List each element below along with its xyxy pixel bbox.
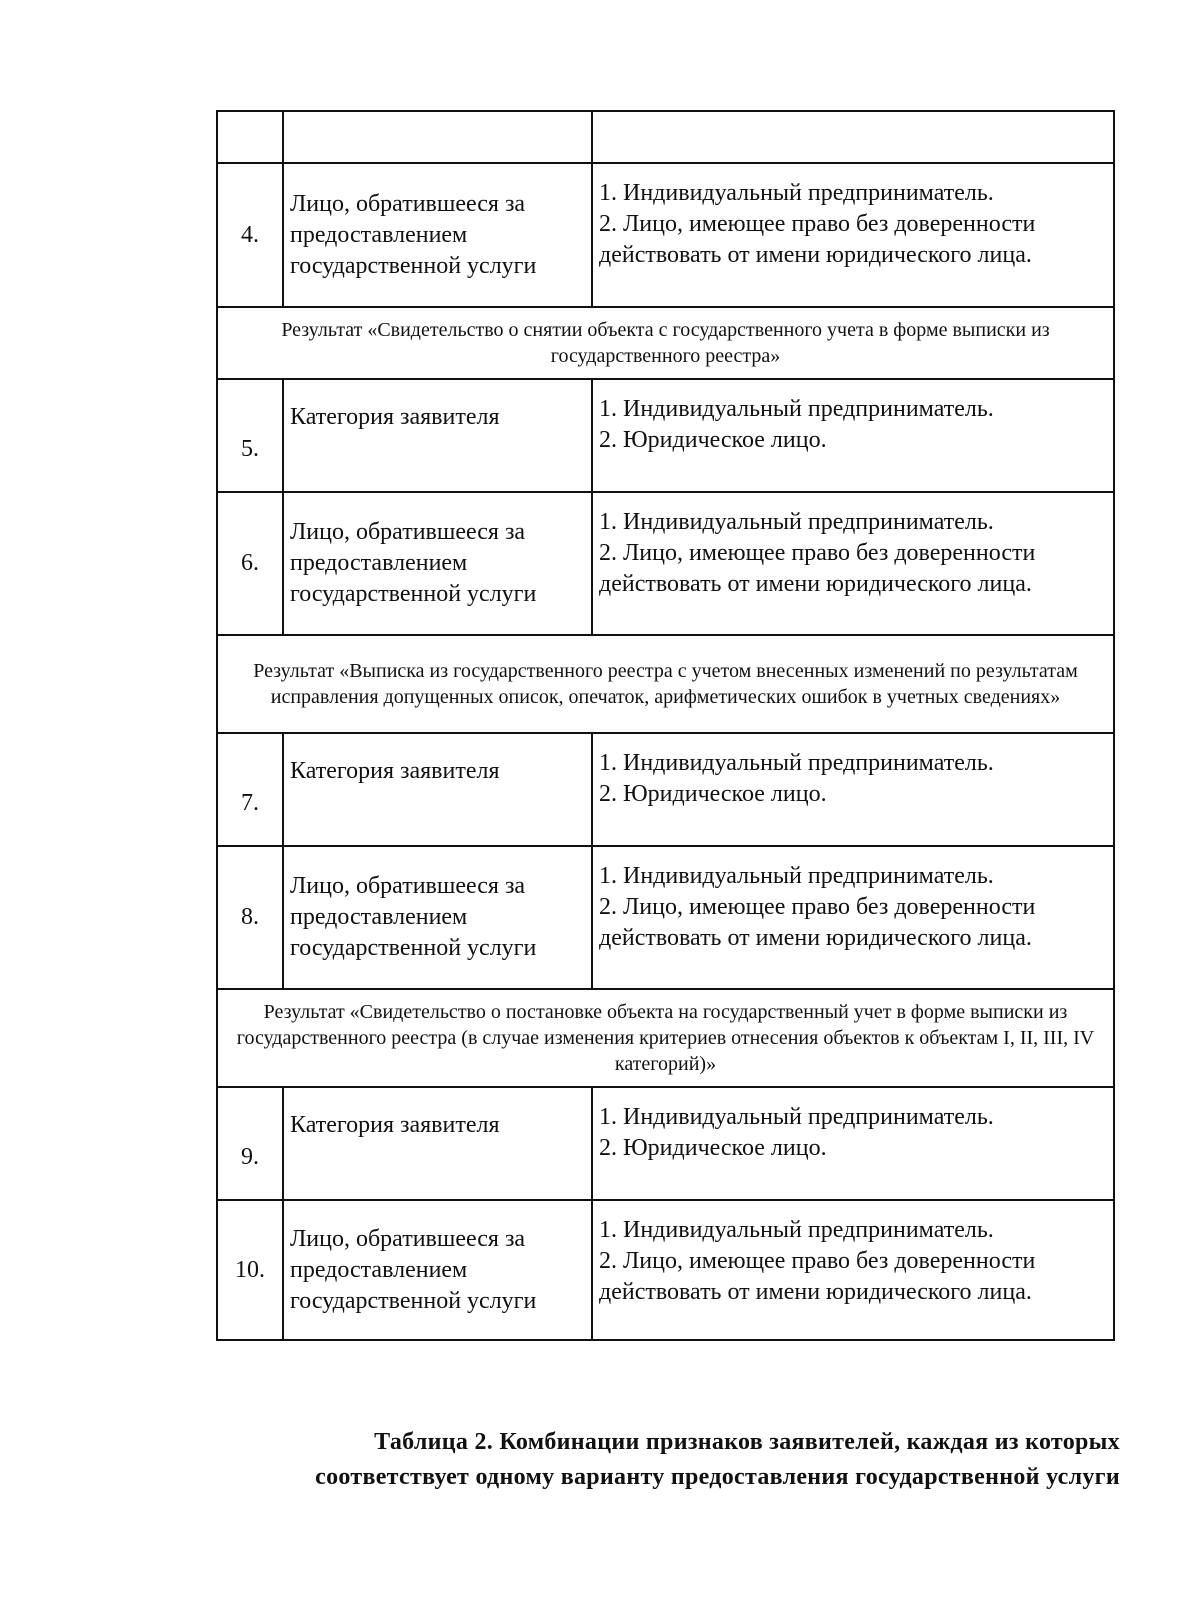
- row-number-text: 9.: [241, 1144, 259, 1170]
- value-line: 1. Индивидуальный предприниматель.: [599, 1104, 994, 1130]
- row-values: [592, 733, 1114, 846]
- table-row: [217, 492, 1114, 635]
- value-line: 1. Индивидуальный предприниматель.: [599, 750, 994, 776]
- empty-cell: [592, 111, 1114, 163]
- row-label: Лицо, обратившееся за предоставлением государственной услуги: [283, 1200, 592, 1340]
- value-line: 2. Юридическое лицо.: [599, 427, 827, 453]
- value-line: 2. Юридическое лицо.: [599, 781, 827, 807]
- row-number-text: 5.: [241, 436, 259, 462]
- table-row: [217, 163, 1114, 307]
- result-row: [217, 307, 1114, 379]
- row-number: 6.: [217, 492, 283, 635]
- result-row: [217, 635, 1114, 733]
- empty-cell: [217, 111, 283, 163]
- table-row-empty: [217, 111, 1114, 163]
- row-number-text: 7.: [241, 790, 259, 816]
- value-line: 1. Индивидуальный предприниматель.: [599, 863, 994, 889]
- caption-line: соответствует одному варианту предоставления государственной услуги: [315, 1464, 1120, 1490]
- table-caption: [220, 1425, 1120, 1495]
- table-row: [217, 1087, 1114, 1200]
- row-label: Лицо, обратившееся за предоставлением государственной услуги: [283, 492, 592, 635]
- result-heading: Результат «Свидетельство о постановке объекта на государственный учет в форме выписки из государственного реестра (в случае изменения критериев отнесения объектов к объектам I, II, III, IV категорий)»: [217, 989, 1114, 1087]
- row-label: Лицо, обратившееся за предоставлением государственной услуги: [283, 846, 592, 989]
- applicant-table: [216, 110, 1115, 1341]
- row-values: [592, 492, 1114, 635]
- empty-cell: [283, 111, 592, 163]
- row-number: [217, 379, 283, 492]
- table-row: [217, 846, 1114, 989]
- row-label: Категория заявителя: [283, 733, 592, 846]
- table-row: [217, 1200, 1114, 1340]
- result-heading: Результат «Свидетельство о снятии объекта с государственного учета в форме выписки из государственного реестра»: [217, 307, 1114, 379]
- row-label: Категория заявителя: [283, 379, 592, 492]
- table-row: [217, 379, 1114, 492]
- value-line: 2. Юридическое лицо.: [599, 1135, 827, 1161]
- row-number: 8.: [217, 846, 283, 989]
- result-row: [217, 989, 1114, 1087]
- row-number: 10.: [217, 1200, 283, 1340]
- row-number: [217, 1087, 283, 1200]
- value-line: 2. Лицо, имеющее право без доверенности действовать от имени юридического лица.: [599, 1248, 1036, 1305]
- table-row: [217, 733, 1114, 846]
- row-values: [592, 379, 1114, 492]
- row-values: [592, 846, 1114, 989]
- value-line: 1. Индивидуальный предприниматель.: [599, 1217, 994, 1243]
- value-line: 1. Индивидуальный предприниматель.: [599, 509, 994, 535]
- row-values: [592, 163, 1114, 307]
- row-values: [592, 1200, 1114, 1340]
- value-line: 1. Индивидуальный предприниматель.: [599, 180, 994, 206]
- row-number: [217, 733, 283, 846]
- caption-line: Таблица 2. Комбинации признаков заявителей, каждая из которых: [374, 1429, 1120, 1455]
- row-label: Лицо, обратившееся за предоставлением государственной услуги: [283, 163, 592, 307]
- value-line: 2. Лицо, имеющее право без доверенности действовать от имени юридического лица.: [599, 540, 1036, 597]
- result-heading: Результат «Выписка из государственного реестра с учетом внесенных изменений по результатам исправления допущенных описок, опечаток, арифметических ошибок в учетных сведениях»: [217, 635, 1114, 733]
- value-line: 2. Лицо, имеющее право без доверенности действовать от имени юридического лица.: [599, 211, 1036, 268]
- value-line: 1. Индивидуальный предприниматель.: [599, 396, 994, 422]
- row-label: Категория заявителя: [283, 1087, 592, 1200]
- row-values: [592, 1087, 1114, 1200]
- row-number: 4.: [217, 163, 283, 307]
- value-line: 2. Лицо, имеющее право без доверенности действовать от имени юридического лица.: [599, 894, 1036, 951]
